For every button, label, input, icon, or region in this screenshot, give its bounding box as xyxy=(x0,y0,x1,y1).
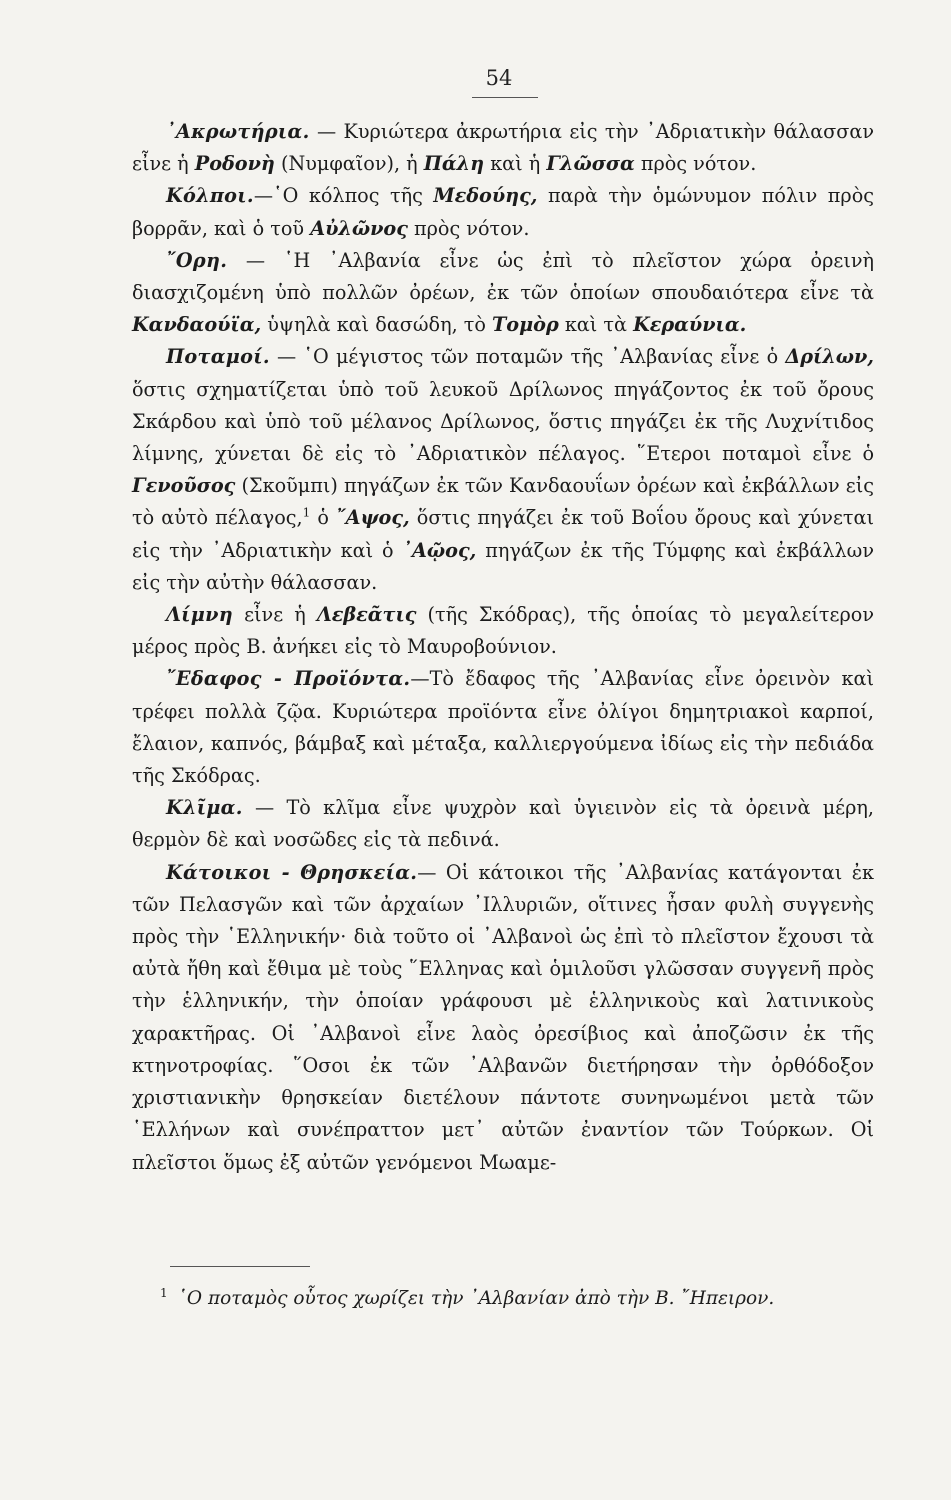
paragraph-ori xyxy=(132,245,874,342)
text-run: — Κυριώτερα ἀκρωτήρια εἰς τὴν ᾿Αδριατικὴν θάλασσαν εἶνε ἡ xyxy=(132,120,874,176)
section-heading: ᾿Ακρωτήρια. xyxy=(166,120,310,143)
river-name: Γενοῦσος xyxy=(132,474,236,498)
footnote-text: ῾Ο ποταμὸς οὗτος χωρίζει τὴν ᾿Αλβανίαν ἀπὸ τὴν Β. ῎Ηπειρον. xyxy=(177,1288,775,1309)
section-heading: Λίμνη xyxy=(166,603,233,627)
text-run: παρὰ τὴν ὁμώνυμον πόλιν πρὸς βορρᾶν, καὶ ὁ τοῦ xyxy=(132,184,874,240)
text-run: ὁ xyxy=(310,506,336,530)
text-run: (Σκοῦμπι) πηγάζων ἐκ τῶν Κανδαουΐων ὀρέων καὶ ἐκβάλλων εἰς τὸ αὐτὸ πέλαγος, xyxy=(132,474,874,530)
text-run: — Τὸ κλῖμα εἶνε ψυχρὸν καὶ ὑγιεινὸν εἰς τὰ ὀρεινὰ μέρη, θερμὸν δὲ καὶ νοσῶδες εἰς τὰ πεδινά. xyxy=(132,796,874,852)
footnote xyxy=(160,1284,880,1314)
place-name: Μεδούης, xyxy=(433,184,538,208)
lake-name: Λεβεᾶτις xyxy=(316,603,417,627)
paragraph-kolpoi xyxy=(132,180,874,244)
place-name: Ροδονὴ xyxy=(194,152,275,176)
place-name: Πάλη xyxy=(423,152,485,176)
footnote-mark: 1 xyxy=(160,1285,168,1300)
text-run: ὑψηλὰ καὶ δασώδη, τὸ xyxy=(261,313,493,337)
section-heading: Ποταμοί. xyxy=(166,345,270,369)
text-run: καὶ ἡ xyxy=(484,152,547,176)
text-run: πρὸς νότον. xyxy=(634,152,757,176)
text-run: εἶνε ἡ xyxy=(232,603,317,627)
text-run: (τῆς Σκόδρας), τῆς ὁποίας τὸ μεγαλείτερον μέρος πρὸς Β. ἀνήκει εἰς τὸ Μαυροβούνιον. xyxy=(132,603,874,659)
text-run: πηγάζων ἐκ τῆς Τύμφης καὶ ἐκβάλλων εἰς τὴν αὐτὴν θάλασσαν. xyxy=(132,538,874,594)
text-run: ὅστις σχηματίζεται ὑπὸ τοῦ λευκοῦ Δρίλωνος πηγάζοντος ἐκ τοῦ ὄρους Σκάρδου καὶ ὑπὸ τοῦ μέλανος Δρίλωνος, ὅστις πηγάζει ἐκ τῆς Λυχνίτιδος λίμνης, χύνεται δὲ εἰς τὸ ᾿Αδριατικὸν πέλαγος. ῞Ετεροι ποταμοὶ εἶνε ὁ xyxy=(132,377,874,466)
place-name: Κανδαούϊα, xyxy=(132,313,262,337)
text-run: (Νυμφαῖον), ἡ xyxy=(274,152,424,176)
place-name: Τομὸρ xyxy=(492,313,559,337)
section-heading: Κάτοικοι - Θρησκεία. xyxy=(166,860,418,884)
river-name: Δρίλων, xyxy=(785,345,874,369)
river-name: ᾿Αῷος, xyxy=(402,538,477,562)
paragraph-potamoi xyxy=(132,341,874,599)
paragraph-katoikoi xyxy=(132,857,874,1179)
river-name: ῎Αψος, xyxy=(335,506,410,530)
footnote-rule xyxy=(170,1266,310,1267)
place-name: Κεραύνια. xyxy=(633,313,747,337)
paragraph-edafos xyxy=(132,663,874,792)
text-run: ὅστις πηγάζει ἐκ τοῦ Βοΐου ὄρους καὶ χύνεται εἰς τὴν ᾿Αδριατικὴν καὶ ὁ xyxy=(132,506,874,562)
footnote-reference: 1 xyxy=(302,506,311,521)
text-run: — Οἱ κάτοικοι τῆς ᾿Αλβανίας κατάγονται ἐκ τῶν Πελασγῶν καὶ τῶν ἀρχαίων ᾿Ιλλυριῶν, οἵτινες ἦσαν φυλὴ συγγενὴς πρὸς τὴν ῾Ελληνικήν· διὰ τοῦτο οἱ ᾿Αλβανοὶ ὡς ἐπὶ τὸ πλεῖστον ἔχουσι τὰ αὐτὰ ἤθη καὶ ἔθιμα μὲ τοὺς ῞Ελληνας καὶ ὁμιλοῦσι γλῶσσαν συγγενῆ πρὸς τὴν ἑλληνικήν, τὴν ὁποίαν γράφουσι μὲ ἑλληνικοὺς καὶ λατινικοὺς χαρακτῆρας. Οἱ ᾿Αλβανοὶ εἶνε λαὸς ὀρεσίβιος καὶ ἀποζῶσιν ἐκ τῆς κτηνοτροφίας. ῞Οσοι ἐκ τῶν ᾿Αλβανῶν διετήρησαν τὴν ὀρθόδοξον χριστιανικὴν θρησκείαν διετέλουν πάντοτε συνηνωμένοι μετὰ τῶν ῾Ελλήνων καὶ συνέπραττον μετ᾿ αὐτῶν ἐναντίον τῶν Τούρκων. Οἱ πλεῖστοι ὅμως ἐξ αὐτῶν γενόμενοι Μωαμε- xyxy=(132,860,874,1174)
place-name: Γλῶσσα xyxy=(546,152,635,176)
page-number: 54 xyxy=(485,66,513,90)
section-heading: Κόλποι. xyxy=(166,184,254,208)
section-heading: Κλῖμα. xyxy=(166,796,243,820)
page-number-rule xyxy=(472,97,538,98)
place-name: Αὐλῶνος xyxy=(310,216,408,240)
page-body xyxy=(132,116,874,1179)
text-run: — ῾Η ᾿Αλβανία εἶνε ὡς ἐπὶ τὸ πλεῖστον χώρα ὀρεινὴ διασχιζομένη ὑπὸ πολλῶν ὀρέων, ἐκ τῶν ὁποίων σπουδαιότερα εἶνε τὰ xyxy=(132,248,874,305)
paragraph-akrotiria xyxy=(132,116,874,180)
section-heading: ῎Ορη. xyxy=(166,248,228,272)
text-run: πρὸς νότον. xyxy=(407,216,530,240)
text-run: —Τὸ ἔδαφος τῆς ᾿Αλβανίας εἶνε ὀρεινὸν καὶ τρέφει πολλὰ ζῷα. Κυριώτερα προϊόντα εἶνε ὀλίγοι δημητριακοὶ καρποί, ἔλαιον, καπνός, βάμβαξ καὶ μέταξα, καλλιεργούμενα ἰδίως εἰς τὴν πεδιάδα τῆς Σκόδρας. xyxy=(132,667,875,788)
paragraph-limni xyxy=(132,599,874,663)
paragraph-klima xyxy=(132,792,874,856)
text-run: — ῾Ο μέγιστος τῶν ποταμῶν τῆς ᾿Αλβανίας εἶνε ὁ xyxy=(269,345,786,369)
section-heading: ῎Εδαφος - Προϊόντα. xyxy=(166,667,411,691)
text-run: —῾Ο κόλπος τῆς xyxy=(253,184,434,208)
text-run: καὶ τὰ xyxy=(558,313,634,337)
